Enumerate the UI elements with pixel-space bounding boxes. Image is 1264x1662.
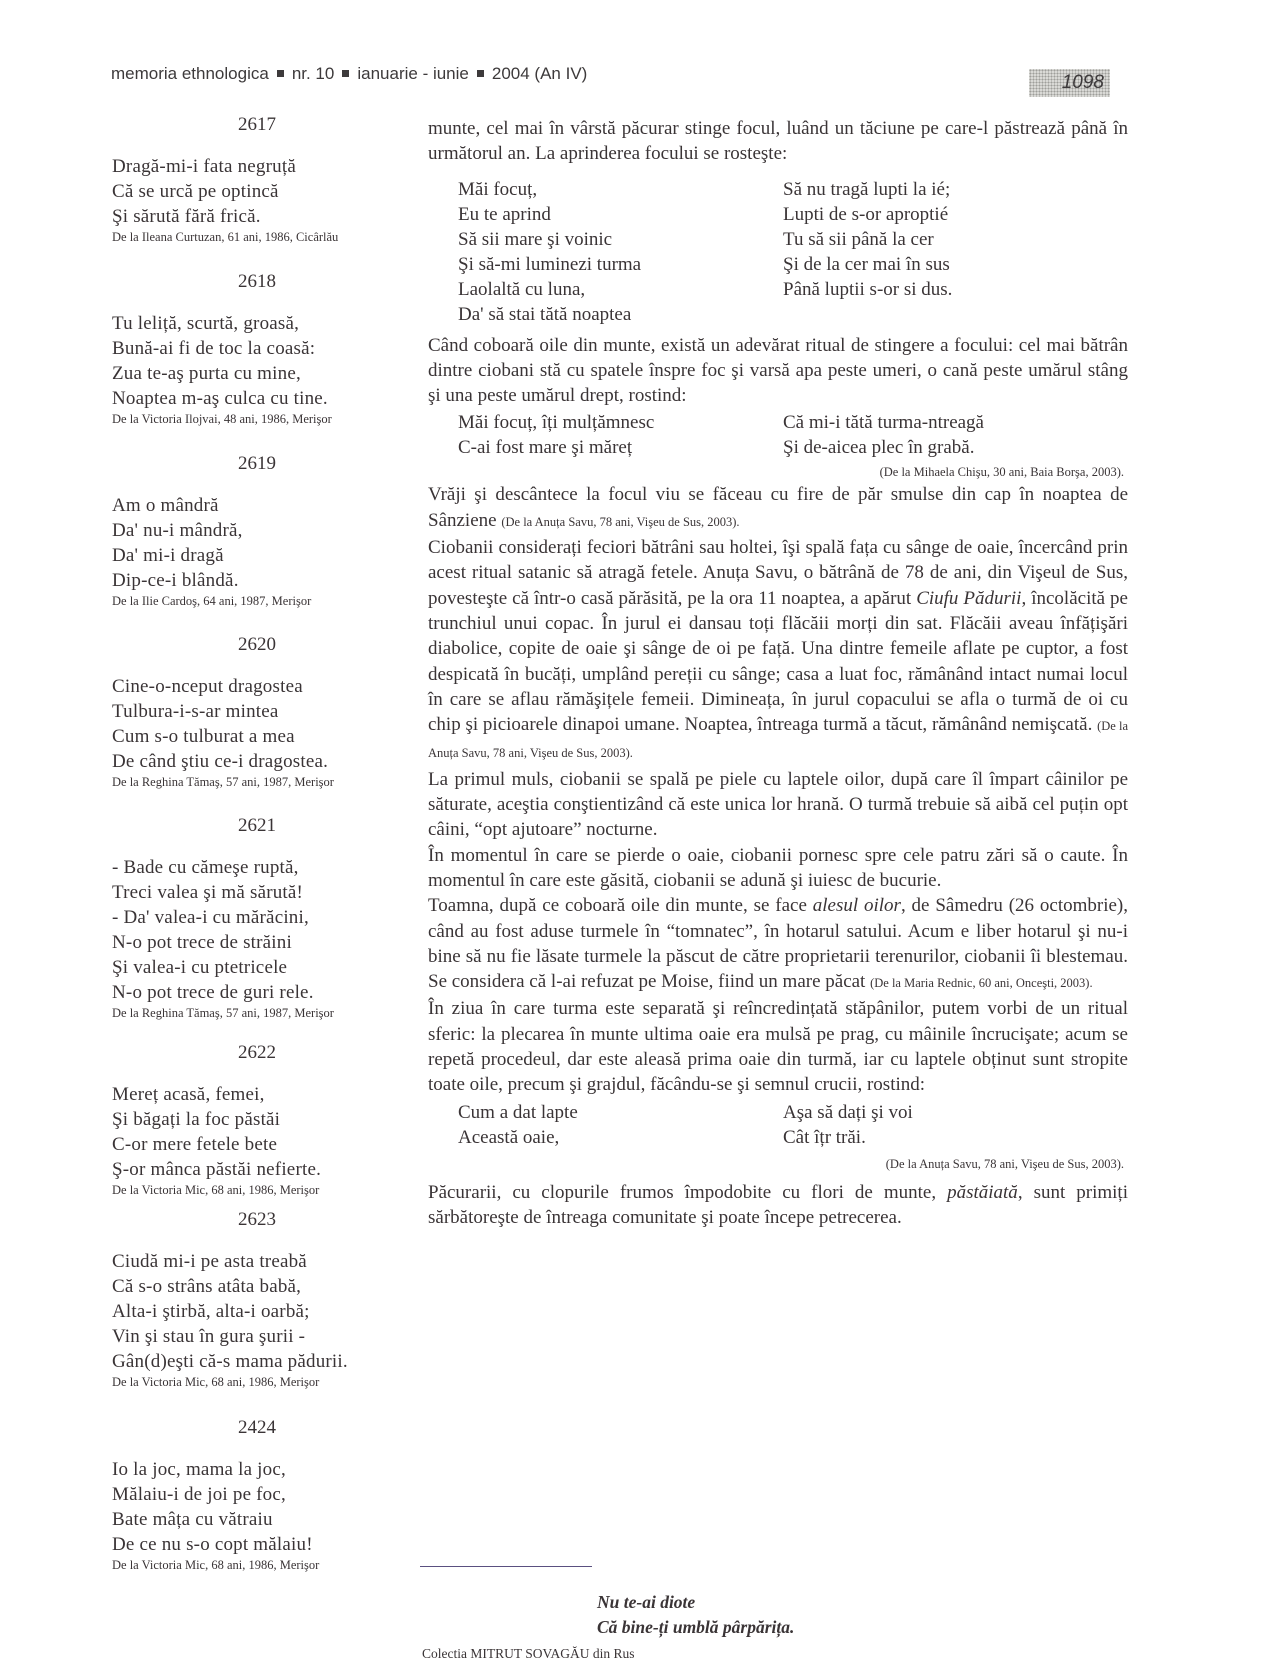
verse-line: Şi de-aicea plec în grabă. bbox=[783, 437, 975, 459]
source-citation: (De la Anuța Savu, 78 ani, Vişeu de Sus, 2003). bbox=[885, 1156, 1124, 1171]
poem-line: Cum s-o tulburat a mea bbox=[112, 726, 295, 747]
poem-line: Vin şi stau în gura şurii - bbox=[112, 1326, 306, 1347]
verse-left-column bbox=[428, 1100, 783, 1150]
poem-number: 2620 bbox=[238, 634, 276, 655]
poem-number: 2621 bbox=[238, 815, 276, 836]
poem-entry bbox=[112, 451, 402, 609]
poem-line: De ce nu s-o copt mălaiu! bbox=[112, 1534, 313, 1555]
verse-line: Şi de la cer mai în sus bbox=[783, 253, 950, 275]
verse-line: Laolaltă cu luna, bbox=[458, 278, 586, 300]
poem-line: De când ştiu ce-i dragostea. bbox=[112, 751, 329, 772]
running-header bbox=[111, 64, 587, 84]
paragraph-text: , de Sâmedru (26 octombrie), când au fost aduse turmele în “tomnatec”, în hotarul satului. Acum e liber hotarul şi nu-i bine să nu fie lăsate turmele la păscut de către proprietarii terenurilor, ciobanii îi blestemau. Se considera că l-ai refuzat pe Moise, fiind un mare păcat bbox=[428, 895, 1128, 993]
poem-line: Că se urcă pe optincă bbox=[112, 181, 279, 202]
poem-line: - Da' valea-i cu mărăcini, bbox=[112, 907, 309, 928]
source-citation: (De la Anuța Savu, 78 ani, Vişeu de Sus, 2003). bbox=[428, 719, 1128, 761]
poem-line: Ciudă mi-i pe asta treabă bbox=[112, 1251, 307, 1272]
poem-line: Şi valea-i cu ptetricele bbox=[112, 957, 288, 978]
poem-source: De la Ileana Curtuzan, 61 ani, 1986, Cicârlău bbox=[112, 230, 339, 244]
verse-line: Că mi-i tătă turma-ntreagă bbox=[783, 412, 984, 434]
verse-right-column bbox=[783, 177, 1128, 327]
square-bullet-icon bbox=[277, 70, 284, 77]
poem-line: Tu leliță, scurtă, groasă, bbox=[112, 313, 300, 334]
paragraph: În momentul în care se pierde o oaie, ciobanii pornesc spre cele patru zări să o caute. În momentul în care este găsită, ciobanii se adună şi iuiesc de bucurie. bbox=[428, 844, 1128, 891]
verse-left-column bbox=[428, 177, 783, 327]
poem-source: De la Reghina Tămaş, 57 ani, 1987, Merişor bbox=[112, 1006, 334, 1020]
poem-line: Tulbura-i-s-ar mintea bbox=[112, 701, 279, 722]
poem-line: Dragă-mi-i fata negruță bbox=[112, 156, 296, 177]
verse-line: Măi focuț, îți mulțămnesc bbox=[458, 412, 655, 434]
poem-number: 2619 bbox=[238, 453, 276, 474]
motto-line: Nu te-ai diote bbox=[597, 1592, 696, 1612]
poem-line: Şi băgați la foc păstăi bbox=[112, 1109, 281, 1130]
poem-lines bbox=[112, 1457, 402, 1573]
verse-line: Să sii mare şi voinic bbox=[458, 228, 613, 250]
poem-line: Mălaiu-i de joi pe foc, bbox=[112, 1484, 286, 1505]
verse-line: Lupti de s-or aproptié bbox=[783, 203, 949, 225]
poem-number: 2618 bbox=[238, 271, 276, 292]
verse-fire-lighting bbox=[428, 177, 1128, 327]
poem-line: N-o pot trece de guri rele. bbox=[112, 982, 314, 1003]
verse-line: Şi să-mi luminezi turma bbox=[458, 253, 642, 275]
verse-line: Aşa să dați şi voi bbox=[783, 1101, 913, 1123]
poem-line: Cine-o-nceput dragostea bbox=[112, 676, 303, 697]
paragraph-text: Vrăji şi descântece la focul viu se făceau cu fire de păr smulse din cap în noaptea de Sânziene bbox=[428, 484, 1128, 531]
paragraph: La primul muls, ciobanii se spală pe piele cu laptele oilor, după care îl împart câinilor pe săturate, aceştia conştientizând că este unica lor hrană. O turmă trebuie să aibă cel puțin opt câini, “opt ajutoare” nocturne. bbox=[428, 768, 1128, 841]
verse-right-column bbox=[783, 1100, 1128, 1150]
italic-term: alesul oilor bbox=[812, 895, 901, 917]
poem-line: Dip-ce-i blândă. bbox=[112, 570, 239, 591]
paragraph-text: Păcurarii, cu clopurile frumos împodobite cu flori de munte, bbox=[428, 1181, 948, 1203]
poem-line: Bună-ai fi de toc la coasă: bbox=[112, 338, 316, 359]
verse-right-column bbox=[783, 410, 1128, 460]
poem-line: Treci valea şi mă sărută! bbox=[112, 882, 304, 903]
poem-line: Noaptea m-aş culca cu tine. bbox=[112, 388, 328, 409]
poem-source: De la Victoria Mic, 68 ani, 1986, Merişor bbox=[112, 1558, 320, 1572]
poem-entry bbox=[112, 632, 402, 790]
verse-fire-extinguishing bbox=[428, 410, 1128, 460]
poem-line: Da' mi-i dragă bbox=[112, 545, 224, 566]
poem-lines bbox=[112, 1249, 402, 1390]
poem-line: Că s-o strâns atâta babă, bbox=[112, 1276, 302, 1297]
poem-line: Ş-or mânca păstăi nefierte. bbox=[112, 1159, 322, 1180]
verse-line: Măi focuț, bbox=[458, 178, 538, 200]
paragraph: Când coboară oile din munte, există un adevărat ritual de stingere a focului: cel mai bătrân dintre ciobani stă cu spatele înspre foc şi varsă apa peste umeri, o cană peste umărul stâng şi una peste umărul drept, rostind: bbox=[428, 334, 1128, 407]
paragraph bbox=[428, 1180, 1128, 1231]
verse-line: C-ai fost mare şi măreț bbox=[458, 437, 633, 459]
right-column-text bbox=[428, 116, 1128, 1230]
paragraph: În ziua în care turma este separată şi reîncredințată stăpânilor, putem vorbi de un ritual sferic: la plecarea în munte ultima oaie era mulsă pe prag, cu mâinile încrucişate; acum se repetă procedeul, dar este aleasă prima oaie din turmă, iar cu laptele obținut sunt stropite toate oile, precum şi grajdul, făcându-se şi semnul crucii, rostind: bbox=[428, 998, 1128, 1096]
square-bullet-icon bbox=[342, 70, 349, 77]
paragraph bbox=[428, 535, 1128, 767]
verse-line: Să nu tragă lupti la ié; bbox=[783, 178, 951, 200]
poem-entry bbox=[112, 813, 402, 1021]
italic-term: Ciufu Pădurii bbox=[916, 587, 1022, 609]
poem-line: N-o pot trece de străini bbox=[112, 932, 292, 953]
motto-line: Că bine-ți umblă pârpărița. bbox=[597, 1617, 795, 1637]
footnote-divider bbox=[420, 1566, 592, 1567]
poem-lines bbox=[112, 311, 402, 427]
poem-line: Mereț acasă, femei, bbox=[112, 1084, 265, 1105]
paragraph-text: , încolăcită pe trunchiul unui copac. În jurul ei dansau toți flăcăii morți din sat. Flăcăii aveau înfățişări diabolice, copite de oaie şi sânge de oi pe față. Una dintre femeile aflate pe cuptor, a fost despicată în bucăți, umplând pereții cu sânge; casa a luat foc, rămânând intact numai locul în care se aflau rămăşițele femeii. Dimineața, în jurul copacului se afla o turmă de oi cu chip şi picioarele dinapoi umane. Noaptea, întreaga turmă a tăcut, rămânând nemişcată. bbox=[428, 587, 1128, 736]
poem-line: Bate mâța cu vătraiu bbox=[112, 1509, 273, 1530]
poem-line: Da' nu-i mândră, bbox=[112, 520, 243, 541]
poem-line: C-or mere fetele bete bbox=[112, 1134, 278, 1155]
paragraph bbox=[428, 893, 1128, 996]
poem-line: Gân(d)eşti că-s mama pădurii. bbox=[112, 1351, 348, 1372]
poem-source: De la Victoria Ilojvai, 48 ani, 1986, Merişor bbox=[112, 412, 332, 426]
paragraph-text: Ciobanii considerați feciori bătrâni sau holtei, îşi spală fața cu sânge de oaie, încercând prin acest ritual satanic să atragă fetele. Anuța Savu, o bătrână de 78 de ani, din Vişeul de Sus, povesteşte că într-o casă părăsită, pe la ora 11 noaptea, a apărut bbox=[428, 537, 1128, 609]
verse-line: Această oaie, bbox=[458, 1126, 560, 1148]
source-citation: (De la Maria Rednic, 60 ani, Onceşti, 2003). bbox=[870, 976, 1093, 991]
poem-line: Am o mândră bbox=[112, 495, 219, 516]
poem-lines bbox=[112, 154, 402, 245]
poem-line: Alta-i ştirbă, alta-i oarbă; bbox=[112, 1301, 310, 1322]
poem-source: De la Victoria Mic, 68 ani, 1986, Merişor bbox=[112, 1183, 320, 1197]
paragraph: munte, cel mai în vârstă păcurar stinge focul, luând un tăciune pe care-l păstrează până în următorul an. La aprinderea focului se rosteşte: bbox=[428, 118, 1128, 165]
source-citation: (De la Mihaela Chişu, 30 ani, Baia Borşa, 2003). bbox=[879, 465, 1124, 480]
poem-entry bbox=[112, 112, 402, 245]
poem-line: Io la joc, mama la joc, bbox=[112, 1459, 286, 1480]
issue-period: ianuarie - iunie bbox=[357, 64, 469, 83]
poem-lines bbox=[112, 1082, 402, 1198]
page-number: 1098 bbox=[1029, 69, 1110, 97]
poem-line: - Bade cu cămeşe ruptă, bbox=[112, 857, 299, 878]
poem-source: De la Victoria Mic, 68 ani, 1986, Merişor bbox=[112, 1375, 320, 1389]
square-bullet-icon bbox=[477, 70, 484, 77]
source-citation: (De la Anuța Savu, 78 ani, Vişeu de Sus, 2003). bbox=[501, 514, 740, 529]
journal-title: memoria ethnologica bbox=[111, 64, 269, 83]
poem-line: Zua te-aş purta cu mine, bbox=[112, 363, 301, 384]
closing-motto bbox=[597, 1590, 794, 1640]
paragraph-text: , sunt primiți sărbătoreşte de întreaga comunitate şi poate începe petrecerea. bbox=[428, 1181, 1128, 1228]
issue-year: 2004 (An IV) bbox=[491, 64, 588, 83]
poem-lines bbox=[112, 674, 402, 790]
poem-source: De la Reghina Tămaş, 57 ani, 1987, Merişor bbox=[112, 775, 334, 789]
paragraph bbox=[428, 482, 1128, 535]
italic-term: păstăiată bbox=[947, 1181, 1018, 1203]
poem-source: De la Ilie Cardoş, 64 ani, 1987, Merişor bbox=[112, 594, 312, 608]
poem-lines bbox=[112, 493, 402, 609]
collection-credit: Colectia MITRUT SOVAGĂU din Rus bbox=[422, 1646, 635, 1661]
poem-number: 2424 bbox=[238, 1417, 276, 1438]
poem-entry bbox=[112, 1207, 402, 1390]
verse-line: Eu te aprind bbox=[458, 203, 551, 225]
poem-number: 2622 bbox=[238, 1042, 276, 1063]
verse-line: Cum a dat lapte bbox=[458, 1101, 578, 1123]
poem-number: 2617 bbox=[238, 114, 276, 135]
verse-line: Până luptii s-or si dus. bbox=[783, 278, 953, 300]
verse-line: Da' să stai tătă noaptea bbox=[458, 303, 632, 325]
paragraph-text: Toamna, după ce coboară oile din munte, se face bbox=[428, 895, 813, 917]
poem-number: 2623 bbox=[238, 1209, 276, 1230]
verse-line: Cât îțr trăi. bbox=[783, 1126, 866, 1148]
poem-entry bbox=[112, 269, 402, 427]
verse-milk-blessing bbox=[428, 1100, 1128, 1150]
poem-entry bbox=[112, 1040, 402, 1198]
issue-number: nr. 10 bbox=[291, 64, 335, 83]
verse-left-column bbox=[428, 410, 783, 460]
poem-line: Şi sărută fără frică. bbox=[112, 206, 261, 227]
poem-entry bbox=[112, 1415, 402, 1573]
verse-line: Tu să sii până la cer bbox=[783, 228, 934, 250]
poem-lines bbox=[112, 855, 402, 1021]
